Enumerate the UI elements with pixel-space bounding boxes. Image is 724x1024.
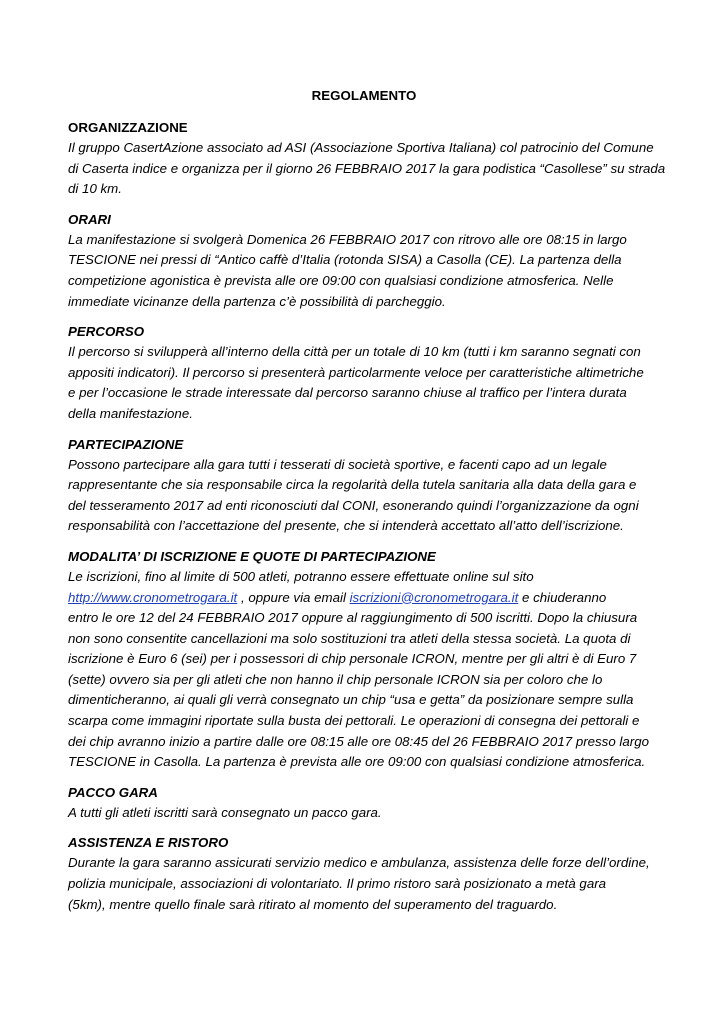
section-pacco-gara (68, 783, 660, 824)
section-heading: ORARI (68, 211, 111, 227)
section-orari (68, 210, 660, 312)
section-line: e per l’occasione le strade interessate dal percorso saranno chiuse al traffico per l’intera durata (68, 385, 627, 401)
section-line: competizione agonistica è prevista alle ore 09:00 con qualsiasi condizione atmosferica. Nelle (68, 272, 614, 288)
document-page (68, 86, 666, 925)
section-line: entro le ore 12 del 24 FEBBRAIO 2017 oppure al raggiungimento di 500 iscritti. Dopo la chiusura (68, 610, 638, 626)
document-title: REGOLAMENTO (311, 88, 417, 103)
section-assistenza (68, 833, 660, 915)
section-line: di 10 km. (68, 181, 122, 197)
section-heading: ASSISTENZA E RISTORO (68, 835, 229, 851)
section-line: polizia municipale, associazioni di volontariato. Il primo ristoro sarà posizionato a metà gara (68, 876, 607, 892)
website-link[interactable]: http://www.cronometrogara.it (68, 589, 238, 605)
section-line: immediate vicinanze della partenza c’è possibilità di parcheggio. (68, 293, 446, 309)
section-line: TESCIONE in Casolla. La partenza è prevista alle ore 09:00 con qualsiasi condizione atmosferica. (68, 754, 646, 770)
section-line: dei chip avranno inizio a partire dalle ore 08:15 alle ore 08:45 del 26 FEBBRAIO 2017 presso largo (68, 733, 649, 749)
section-iscrizione (68, 547, 660, 773)
section-heading: PERCORSO (68, 324, 145, 340)
section-line: della manifestazione. (68, 405, 193, 421)
section-line: (5km), mentre quello finale sarà ritirato al momento del superamento del traguardo. (68, 896, 558, 912)
section-partecipazione (68, 435, 660, 537)
section-heading: ORGANIZZAZIONE (68, 120, 188, 135)
section-line: La manifestazione si svolgerà Domenica 26 FEBBRAIO 2017 con ritrovo alle ore 08:15 in largo (68, 231, 627, 247)
section-line: iscrizione è Euro 6 (sei) per i possessori di chip personale ICRON, mentre per gli altri è di Euro 7 (68, 651, 637, 667)
section-line: appositi indicatori). Il percorso si presenterà particolarmente veloce per caratteristiche altimetriche (68, 364, 644, 380)
section-heading: MODALITA’ DI ISCRIZIONE E QUOTE DI PARTECIPAZIONE (68, 548, 436, 564)
section-line: Le iscrizioni, fino al limite di 500 atleti, potranno essere effettuate online sul sito (68, 568, 534, 584)
section-line: di Caserta indice e organizza per il giorno 26 FEBBRAIO 2017 la gara podistica “Casollese” su strada (68, 160, 666, 176)
section-line: Durante la gara saranno assicurati servizio medico e ambulanza, assistenza delle forze dell’ordine, (68, 855, 650, 871)
section-line: (sette) ovvero sia per gli atleti che non hanno il chip personale ICRON sia per coloro che lo (68, 671, 603, 687)
section-line: del tesseramento 2017 ad enti riconosciuti dal CONI, esonerando quindi l’organizzazione da ogni (68, 497, 639, 513)
section-heading: PACCO GARA (68, 784, 158, 800)
section-line: non sono consentite cancellazioni ma solo sostituzioni tra atleti della stessa società. La quota di (68, 630, 631, 646)
section-line: scarpa come immagini riportate sulla busta dei pettorali. Le operazioni di consegna dei pettorali e (68, 713, 640, 729)
section-line: Il gruppo CasertAzione associato ad ASI (Associazione Sportiva Italiana) col patrocinio del Comune (68, 140, 654, 155)
section-line: Possono partecipare alla gara tutti i tesserati di società sportive, e facenti capo ad un legale (68, 456, 607, 472)
section-heading: PARTECIPAZIONE (68, 436, 184, 452)
section-line: TESCIONE nei pressi di “Antico caffè d’Italia (rotonda SISA) a Casolla (CE). La partenza della (68, 252, 622, 268)
section-line: dimenticheranno, ai quali gli verrà consegnato un chip “usa e getta” da posizionare sempre sulla (68, 692, 634, 708)
link-separator-text: , oppure via email (237, 589, 350, 605)
section-line: A tutti gli atleti iscritti sarà consegnato un pacco gara. (68, 804, 382, 820)
section-percorso (68, 322, 660, 424)
section-line: Il percorso si svilupperà all’interno della città per un totale di 10 km (tutti i km saranno segnati con (68, 344, 641, 360)
section-organizzazione (68, 118, 666, 200)
section-line: rappresentante che sia responsabile circa la regolarità della tutela sanitaria alla data della gara e (68, 477, 637, 493)
section-line: responsabilità con l’accettazione del presente, che si intenderà accettato all’atto dell’iscrizione. (68, 518, 624, 534)
email-link[interactable]: iscrizioni@cronometrogara.it (349, 589, 519, 605)
section-line-links (68, 588, 660, 609)
link-tail-text: e chiuderanno (518, 589, 607, 605)
